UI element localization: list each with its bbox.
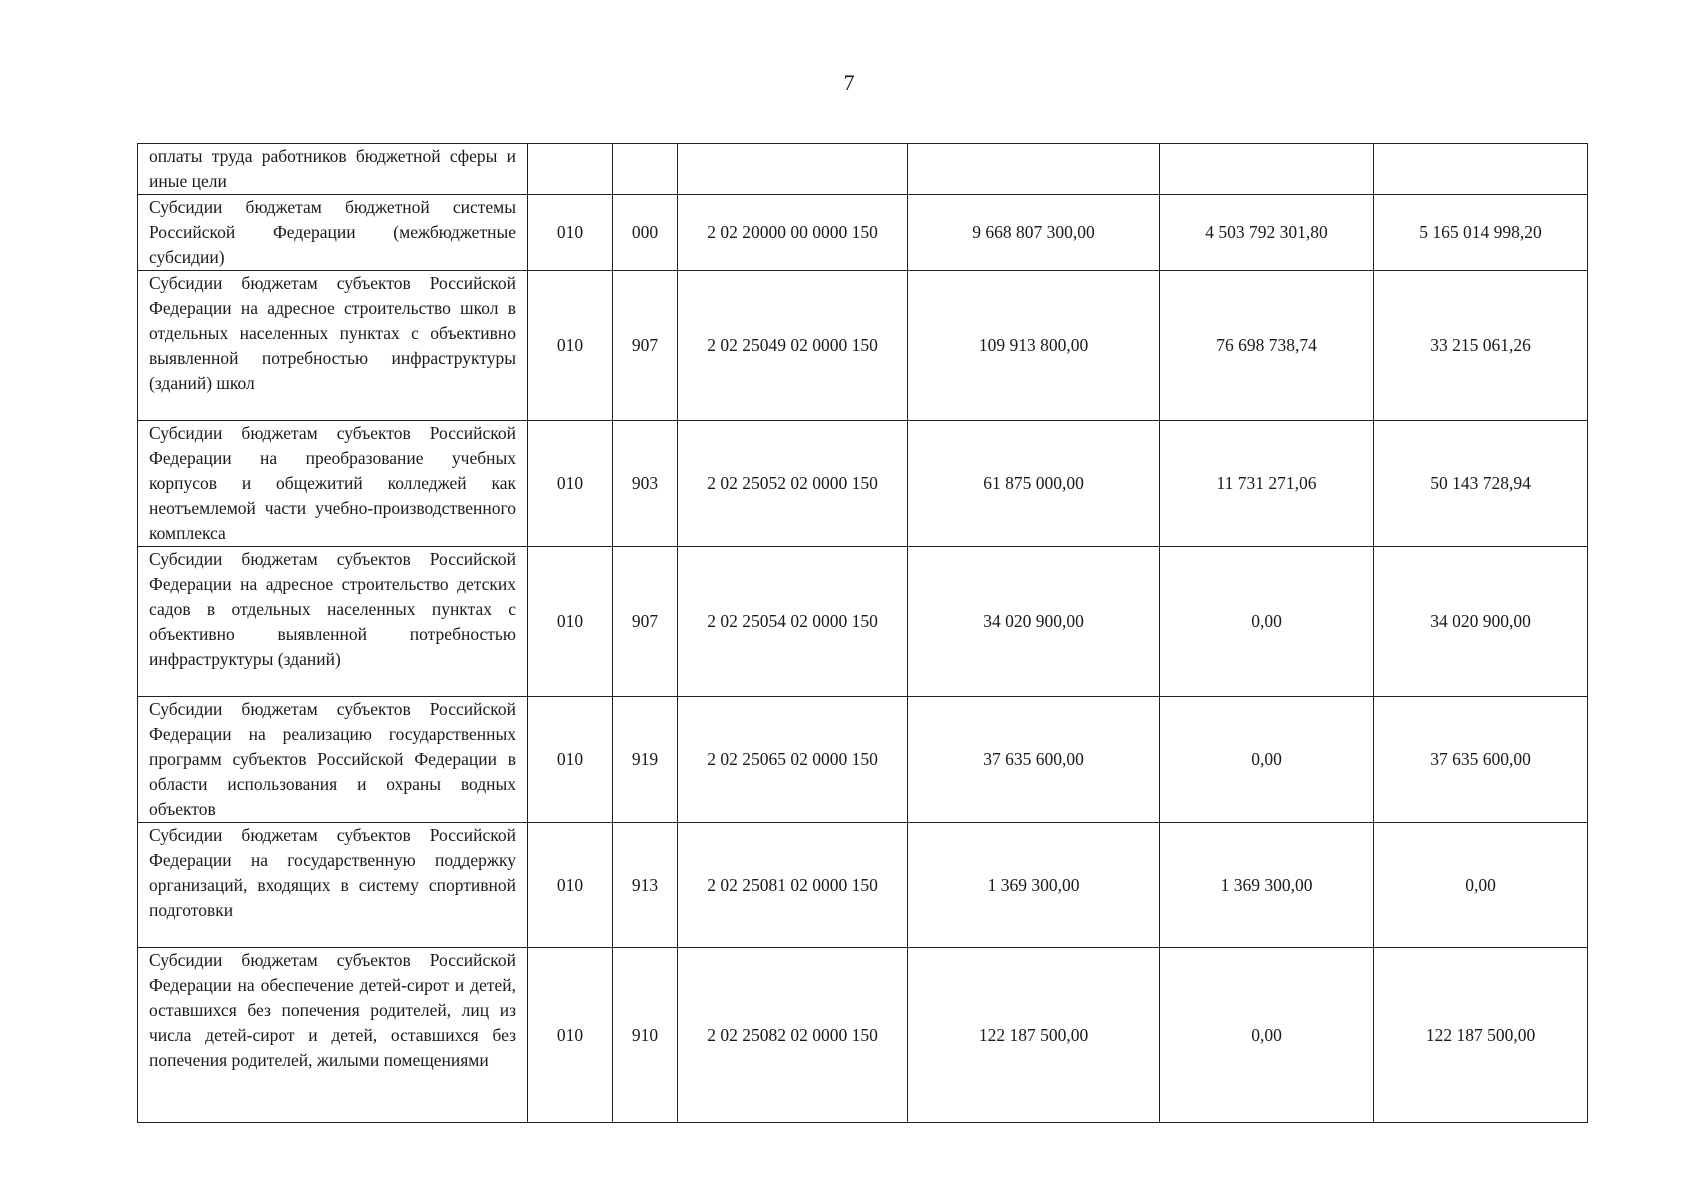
dept-code-cell: 903	[613, 421, 678, 547]
admin-code-cell: 010	[528, 948, 613, 1123]
admin-code-cell: 010	[528, 421, 613, 547]
planned-amount-cell: 34 020 900,00	[908, 547, 1160, 697]
planned-amount-cell: 109 913 800,00	[908, 271, 1160, 421]
planned-amount-cell: 122 187 500,00	[908, 948, 1160, 1123]
table-row	[138, 271, 1588, 421]
remaining-amount-cell: 37 635 600,00	[1374, 697, 1588, 823]
budget-code-cell: 2 02 25049 02 0000 150	[678, 271, 908, 421]
table-row	[138, 547, 1588, 697]
row-description: Субсидии бюджетам субъектов Российской Федерации на государственную поддержку организаций, входящих в систему спортивной подготовки	[138, 823, 528, 948]
budget-code-cell: 2 02 20000 00 0000 150	[678, 195, 908, 271]
remaining-amount-cell: 34 020 900,00	[1374, 547, 1588, 697]
page-number: 7	[843, 70, 855, 95]
row-description: Субсидии бюджетам субъектов Российской Федерации на преобразование учебных корпусов и общежитий колледжей как неотъемлемой части учебно-производственного комплекса	[138, 421, 528, 547]
row-description: Субсидии бюджетам бюджетной системы Российской Федерации (межбюджетные субсидии)	[138, 195, 528, 271]
remaining-amount-cell: 122 187 500,00	[1374, 948, 1588, 1123]
executed-amount-cell: 0,00	[1160, 547, 1374, 697]
dept-code-cell: 907	[613, 271, 678, 421]
dept-code-cell: 907	[613, 547, 678, 697]
remaining-amount-cell: 0,00	[1374, 823, 1588, 948]
dept-code-cell: 000	[613, 195, 678, 271]
remaining-amount-cell	[1374, 144, 1588, 195]
row-description: Субсидии бюджетам субъектов Российской Федерации на обеспечение детей-сирот и детей, оставшихся без попечения родителей, лиц из числа детей-сирот и детей, оставшихся без попечения родителей, жилыми помещениями	[138, 948, 528, 1123]
table-row	[138, 421, 1588, 547]
executed-amount-cell: 0,00	[1160, 697, 1374, 823]
table-row	[138, 195, 1588, 271]
remaining-amount-cell: 50 143 728,94	[1374, 421, 1588, 547]
executed-amount-cell	[1160, 144, 1374, 195]
planned-amount-cell: 61 875 000,00	[908, 421, 1160, 547]
row-description: оплаты труда работников бюджетной сферы и иные цели	[138, 144, 528, 195]
executed-amount-cell: 0,00	[1160, 948, 1374, 1123]
executed-amount-cell: 76 698 738,74	[1160, 271, 1374, 421]
remaining-amount-cell: 5 165 014 998,20	[1374, 195, 1588, 271]
dept-code-cell: 913	[613, 823, 678, 948]
budget-code-cell: 2 02 25082 02 0000 150	[678, 948, 908, 1123]
executed-amount-cell: 11 731 271,06	[1160, 421, 1374, 547]
row-description: Субсидии бюджетам субъектов Российской Федерации на реализацию государственных программ субъектов Российской Федерации в области использования и охраны водных объектов	[138, 697, 528, 823]
dept-code-cell	[613, 144, 678, 195]
admin-code-cell	[528, 144, 613, 195]
budget-code-cell: 2 02 25065 02 0000 150	[678, 697, 908, 823]
table-row	[138, 144, 1588, 195]
admin-code-cell: 010	[528, 823, 613, 948]
planned-amount-cell: 1 369 300,00	[908, 823, 1160, 948]
executed-amount-cell: 1 369 300,00	[1160, 823, 1374, 948]
admin-code-cell: 010	[528, 547, 613, 697]
admin-code-cell: 010	[528, 195, 613, 271]
table-row	[138, 948, 1588, 1123]
admin-code-cell: 010	[528, 271, 613, 421]
budget-code-cell	[678, 144, 908, 195]
budget-code-cell: 2 02 25052 02 0000 150	[678, 421, 908, 547]
dept-code-cell: 919	[613, 697, 678, 823]
budget-table	[137, 143, 1588, 1123]
row-description: Субсидии бюджетам субъектов Российской Федерации на адресное строительство детских садов в отдельных населенных пунктах с объективно выявленной потребностью инфраструктуры (зданий)	[138, 547, 528, 697]
table-row	[138, 697, 1588, 823]
admin-code-cell: 010	[528, 697, 613, 823]
planned-amount-cell: 37 635 600,00	[908, 697, 1160, 823]
table-row	[138, 823, 1588, 948]
dept-code-cell: 910	[613, 948, 678, 1123]
row-description: Субсидии бюджетам субъектов Российской Федерации на адресное строительство школ в отдельных населенных пунктах с объективно выявленной потребностью инфраструктуры (зданий) школ	[138, 271, 528, 421]
executed-amount-cell: 4 503 792 301,80	[1160, 195, 1374, 271]
remaining-amount-cell: 33 215 061,26	[1374, 271, 1588, 421]
planned-amount-cell: 9 668 807 300,00	[908, 195, 1160, 271]
budget-code-cell: 2 02 25081 02 0000 150	[678, 823, 908, 948]
planned-amount-cell	[908, 144, 1160, 195]
budget-code-cell: 2 02 25054 02 0000 150	[678, 547, 908, 697]
